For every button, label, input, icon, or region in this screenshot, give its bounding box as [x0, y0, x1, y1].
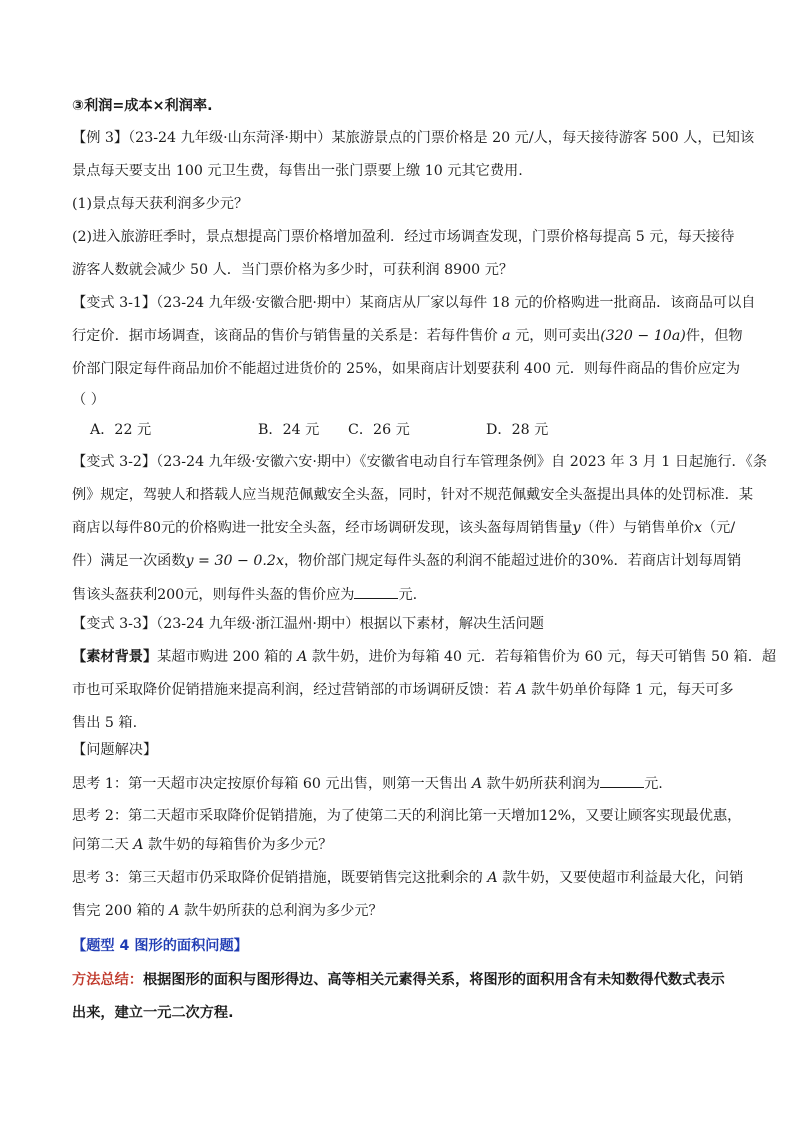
- variant-3-1-line-1: 【变式 3-1】（23-24 九年级·安徽合肥·期中）某商店从厂家以每件 18 元的价格购进一批商品．该商品可以自: [72, 295, 756, 311]
- variant-3-2-line-4: 件）满足一次函数y = 30 − 0.2x，物价部门规定每件头盔的利润不能超过进价的30%．若商店计划每周销: [72, 553, 742, 569]
- option-d: D．28 元: [486, 422, 549, 438]
- variant-3-2-line-5: 售该头盔获利200元，则每件头盔的售价应为 元.: [72, 584, 722, 605]
- material-background-line-3: 售出 5 箱.: [72, 715, 138, 731]
- think-3-line-2: 售完 200 箱的 A 款牛奶所获的总利润为多少元？: [72, 903, 383, 919]
- method-summary-line-1: 方法总结：根据图形的面积与图形得边、高等相关元素得关系，将图形的面积用含有未知数得代数式表示: [72, 972, 725, 988]
- option-a: A．22 元: [90, 422, 152, 438]
- example-3-question-1: (1)景点每天获利润多少元？: [72, 196, 249, 212]
- variant-3-1-line-3: 价部门限定每件商品加价不能超过进货价的 25%，如果商店计划要获利 400 元．则每件商品的售价应定为: [72, 361, 741, 377]
- answer-blank: [354, 584, 398, 599]
- example-3-line-2: 景点每天要支出 100 元卫生费，每售出一张门票要上缴 10 元其它费用.: [72, 163, 523, 179]
- problem-solving-heading: 【问题解决】: [72, 742, 158, 758]
- think-2-line-2: 问第二天 A 款牛奶的每箱售价为多少元？: [72, 837, 333, 853]
- example-3-question-2-line-2: 游客人数就会减少 50 人．当门票价格为多少时，可获利润 8900 元？: [72, 262, 514, 278]
- variant-3-2-line-1: 【变式 3-2】（23-24 九年级·安徽六安·期中）《安徽省电动自行车管理条例》自 2023 年 3 月 1 日起施行．《条: [72, 454, 768, 470]
- think-2-line-1: 思考 2：第二天超市采取降价促销措施，为了使第二天的利润比第一天增加12%，又要让顾客实现最优惠，: [72, 808, 742, 824]
- think-3-line-1: 思考 3：第三天超市仍采取降价促销措施，既要销售完这批剩余的 A 款牛奶，又要使超市利益最大化，问销: [72, 870, 744, 886]
- option-c: C．26 元: [348, 422, 410, 438]
- material-background-line-1: 【素材背景】某超市购进 200 箱的 A 款牛奶，进价为每箱 40 元．若每箱售价为 60 元，每天可销售 50 箱．超: [72, 649, 777, 665]
- option-b: B．24 元: [258, 422, 320, 438]
- variant-3-2-line-3: 商店以每件80元的价格购进一批安全头盔，经市场调研发现，该头盔每周销售量y（件）与销售单价x（元/: [72, 520, 736, 536]
- variant-3-3-line-1: 【变式 3-3】（23-24 九年级·浙江温州·期中）根据以下素材，解决生活问题: [72, 616, 544, 632]
- think-1: 思考 1：第一天超市决定按原价每箱 60 元出售，则第一天售出 A 款牛奶所获利润为 元.: [72, 773, 722, 794]
- material-background-line-2: 市也可采取降价促销措施来提高利润，经过营销部的市场调研反馈：若 A 款牛奶单价每降 1 元，每天可多: [72, 682, 734, 698]
- variant-3-2-line-2: 例》规定，驾驶人和搭载人应当规范佩戴安全头盔，同时，针对不规范佩戴安全头盔提出具体的处罚标准．某: [72, 487, 754, 503]
- choice-options: [90, 420, 690, 440]
- topic-4-heading: 【题型 4 图形的面积问题】: [72, 938, 248, 954]
- method-summary-line-2: 出来，建立一元二次方程.: [72, 1005, 234, 1021]
- example-3-line-1: 【例 3】（23-24 九年级·山东菏泽·期中）某旅游景点的门票价格是 20 元/人，每天接待游客 500 人，已知该: [72, 130, 755, 146]
- example-3-question-2-line-1: (2)进入旅游旺季时，景点想提高门票价格增加盈利．经过市场调查发现，门票价格每提高 5 元，每天接待: [72, 229, 735, 245]
- answer-bracket: （ ）: [72, 392, 105, 408]
- answer-blank: [600, 773, 644, 788]
- variant-3-1-line-2: 行定价．据市场调查，该商品的售价与销售量的关系是：若每件售价 a 元，则可卖出(320 − 10a)件，但物: [72, 328, 743, 344]
- profit-formula: ③利润=成本×利润率.: [72, 98, 213, 114]
